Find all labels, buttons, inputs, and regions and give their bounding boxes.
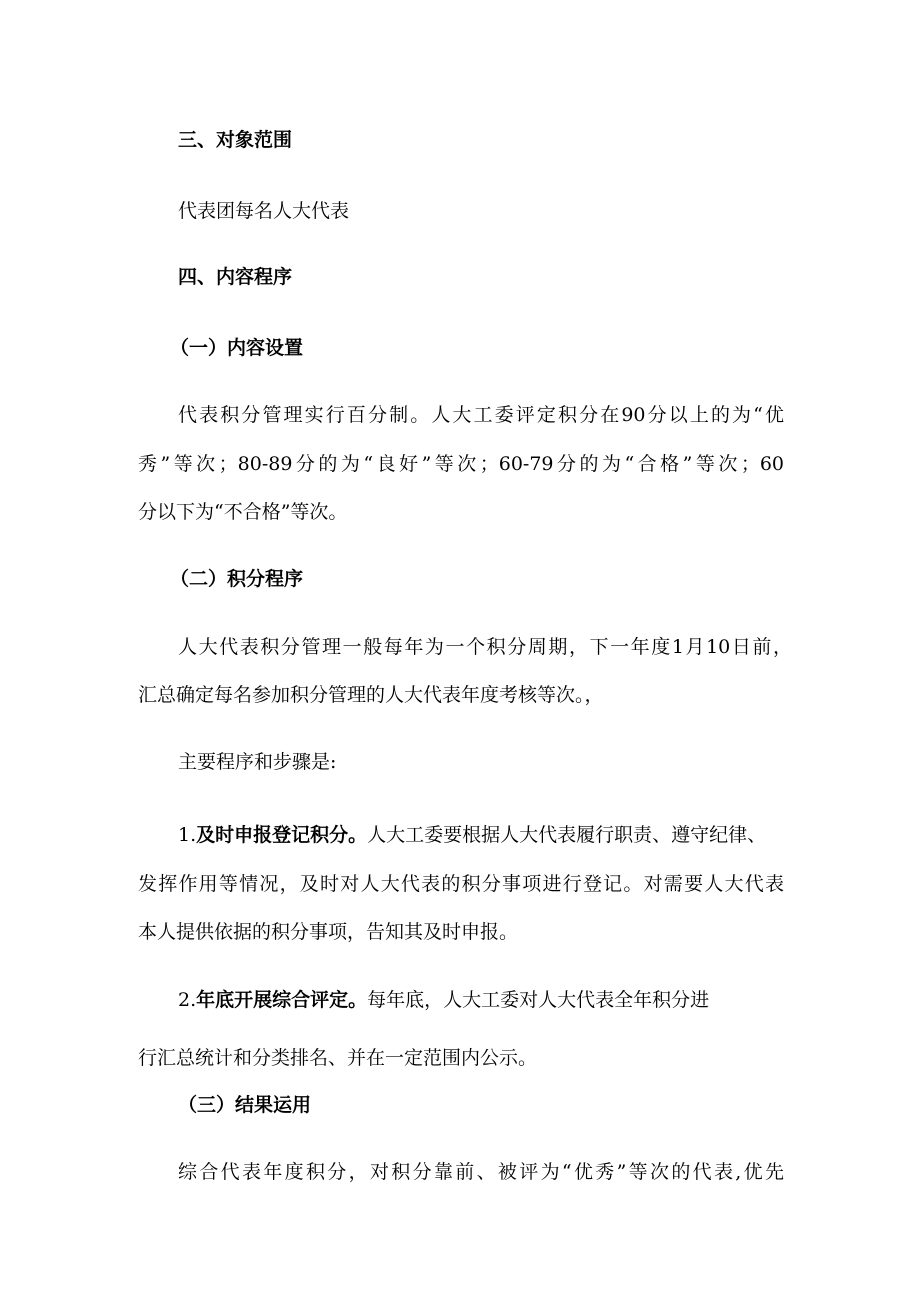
item-2-number: 2. [178,989,197,1011]
item-1-line-1-rest: 人大工委要根据人大代表履行职责、遵守纪律、 [367,824,767,846]
subsection-3-heading: （三）结果运用 [178,1094,312,1116]
subsection-1-paragraph-line-3: 分以下为“不合格”等次。 [138,501,348,523]
subsection-2-paragraph-line-1: 人大代表积分管理一般每年为一个积分周期，下一年度1月10日前， [178,636,792,658]
item-1-line-3: 本人提供依据的积分事项，告知其及时申报。 [138,921,519,943]
section-3-text: 代表团每名人大代表 [178,200,350,222]
item-1-line-1 [178,823,766,847]
subsection-3-paragraph-line-1: 综合代表年度积分，对积分靠前、被评为“优秀”等次的代表,优先 [178,1161,784,1183]
item-1-line-2: 发挥作用等情况，及时对人大代表的积分事项进行登记。对需要人大代表 [138,873,784,895]
item-2-line-1 [178,988,709,1012]
section-4-heading: 四、内容程序 [178,266,293,288]
item-2-lead: 年底开展综合评定。 [196,989,368,1011]
subsection-1-paragraph-line-1: 代表积分管理实行百分制。人大工委评定积分在90分以上的为“优 [178,404,784,426]
subsection-1-heading: （一）内容设置 [170,337,304,359]
subsection-2-heading: （二）积分程序 [170,568,304,590]
section-3-heading: 三、对象范围 [178,129,293,151]
subsection-1-paragraph-line-2: 秀”等次；80-89分的为“良好”等次；60-79分的为“合格”等次；60 [138,453,784,475]
item-1-number: 1. [178,824,197,846]
item-1-lead: 及时申报登记积分。 [196,824,368,846]
item-2-line-2: 行汇总统计和分类排名、并在一定范围内公示。 [138,1047,538,1069]
subsection-2-paragraph-line-2: 汇总确定每名参加积分管理的人大代表年度考核等次。， [138,684,604,706]
item-2-line-1-rest: 每年底，人大工委对人大代表全年积分进 [367,989,710,1011]
subsection-2-paragraph-2: 主要程序和步骤是: [178,751,337,773]
